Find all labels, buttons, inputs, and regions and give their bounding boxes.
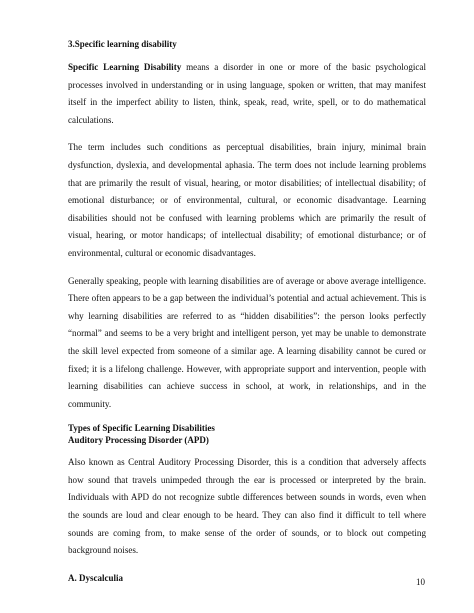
section-heading: 3.Specific learning disability [68,39,177,49]
definition-term: Specific Learning Disability [68,62,182,72]
types-headings [68,423,426,446]
conditions-paragraph: The term includes such conditions as perceptual disabilities, brain injury, minimal brain dysfunction, dyslexia, and developmental aphasia. The term does not include learning problems that are primarily the result of visual, hearing, or motor disabilities; of intellectual disability; of emotional disturbance; or of environmental, cultural, or economic disadvantage. Learning disabilities should not be confused with learning problems which are primarily the result of visual, hearing, or motor handicaps; of intellectual disability; of emotional disturbance; or of environmental, cultural or economic disadvantages. [68,142,426,258]
apd-paragraph: Also known as Central Auditory Processing Disorder, this is a condition that adversely affects how sound that travels unimpeded through the ear is processed or interpreted by the brain. Individuals with APD do not recognize subtle differences between sounds in words, even when the sounds are loud and clear enough to be heard. They can also find it difficult to tell where sounds are coming from, to make sense of the order of sounds, or to block out competing background noises. [68,457,426,556]
intelligence-paragraph: Generally speaking, people with learning disabilities are of average or above average intelligence. There often appears to be a gap between the individual’s potential and actual achievement. This is why learning disabilities are referred to as “hidden disabilities”: the person looks perfectly “normal” and seems to be a very bright and intelligent person, yet may be unable to demonstrate the skill level expected from someone of a similar age. A learning disability cannot be cured or fixed; it is a lifelong challenge. However, with appropriate support and intervention, people with learning disabilities can achieve success in school, at work, in relationships, and in the community. [68,275,426,409]
dyscalculia-heading: A. Dyscalculia [68,572,123,583]
types-heading: Types of Specific Learning Disabilities [68,423,215,434]
definition-text: means a disorder in one or more of the basic psychological processes involved in understanding or in using language, spoken or written, that may manifest itself in the imperfect ability to listen, think, speak, read, write, spell, or to do mathematical calculations. [68,62,426,125]
page-content [68,38,426,584]
page-number: 10 [416,577,425,587]
definition-paragraph [68,59,426,129]
apd-heading: Auditory Processing Disorder (APD) [68,434,209,445]
